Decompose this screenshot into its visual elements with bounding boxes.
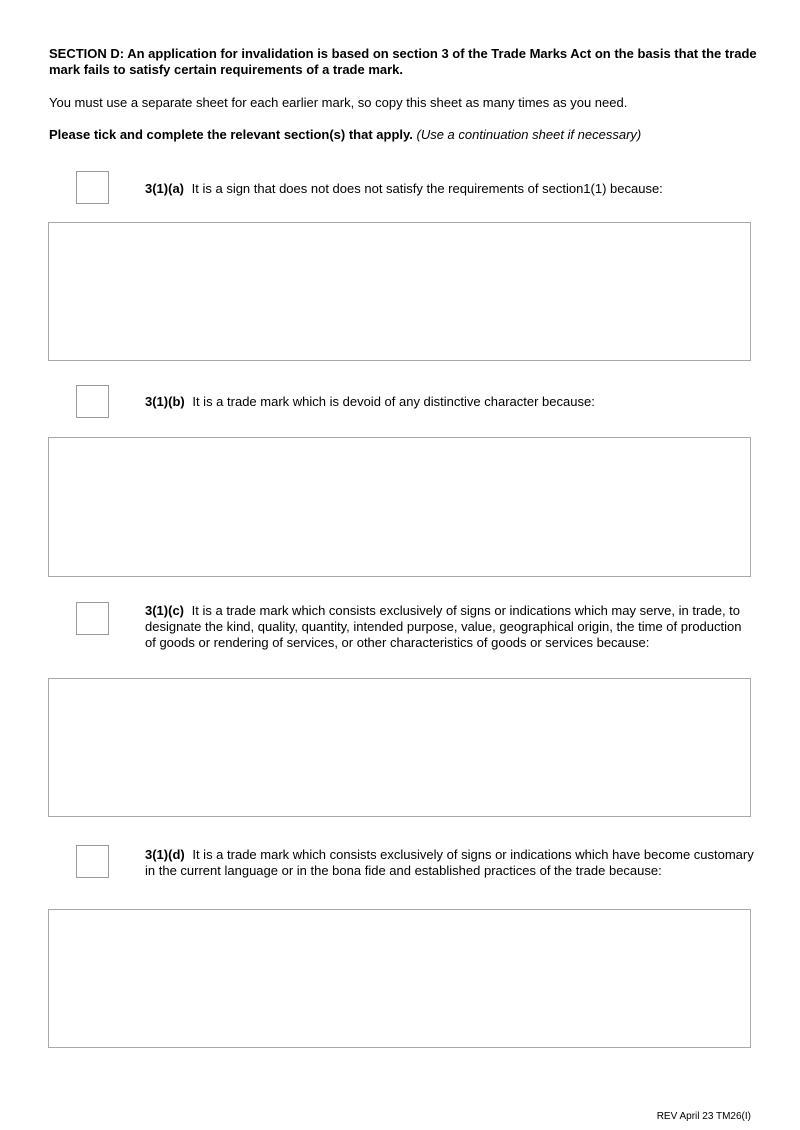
copy-sheet-instruction: You must use a separate sheet for each earlier mark, so copy this sheet as many times as you need. — [49, 95, 628, 110]
checkbox-3-1-a[interactable] — [76, 171, 109, 204]
ground-code: 3(1)(a) — [145, 181, 185, 196]
checkbox-3-1-d[interactable] — [76, 845, 109, 878]
ground-3-1-d-description — [145, 847, 755, 879]
tick-instruction — [49, 127, 761, 143]
answer-box-3-1-c[interactable] — [48, 678, 751, 817]
ground-code: 3(1)(d) — [145, 847, 185, 862]
section-heading: SECTION D: An application for invalidation is based on section 3 of the Trade Marks Act on the basis that the trade mark fails to satisfy certain requirements of a trade mark. — [49, 46, 757, 77]
answer-box-3-1-d[interactable] — [48, 909, 751, 1048]
ground-text: It is a trade mark which consists exclusively of signs or indications which have become customary in the current language or in the bona fide and established practices of the trade because: — [145, 847, 754, 878]
answer-box-3-1-b[interactable] — [48, 437, 751, 577]
tick-instruction-text: Please tick and complete the relevant section(s) that apply. — [49, 127, 413, 142]
ground-text: It is a sign that does not does not satisfy the requirements of section1(1) because: — [191, 181, 663, 196]
checkbox-3-1-b[interactable] — [76, 385, 109, 418]
ground-text: It is a trade mark which consists exclusively of signs or indications which may serve, in trade, to designate the kind, quality, quantity, intended purpose, value, geographical origin, the time of production of goods or rendering of services, or other characteristics of goods or services because: — [145, 603, 742, 650]
ground-3-1-c-description — [145, 603, 755, 651]
checkbox-3-1-c[interactable] — [76, 602, 109, 635]
ground-code: 3(1)(c) — [145, 603, 185, 618]
revision-footer: REV April 23 TM26(I) — [656, 1111, 751, 1122]
answer-box-3-1-a[interactable] — [48, 222, 751, 361]
ground-code: 3(1)(b) — [145, 394, 185, 409]
ground-3-1-b-description — [145, 394, 755, 410]
ground-3-1-a-description — [145, 181, 755, 197]
continuation-note: (Use a continuation sheet if necessary) — [416, 127, 642, 142]
ground-text: It is a trade mark which is devoid of any distinctive character because: — [192, 394, 595, 409]
